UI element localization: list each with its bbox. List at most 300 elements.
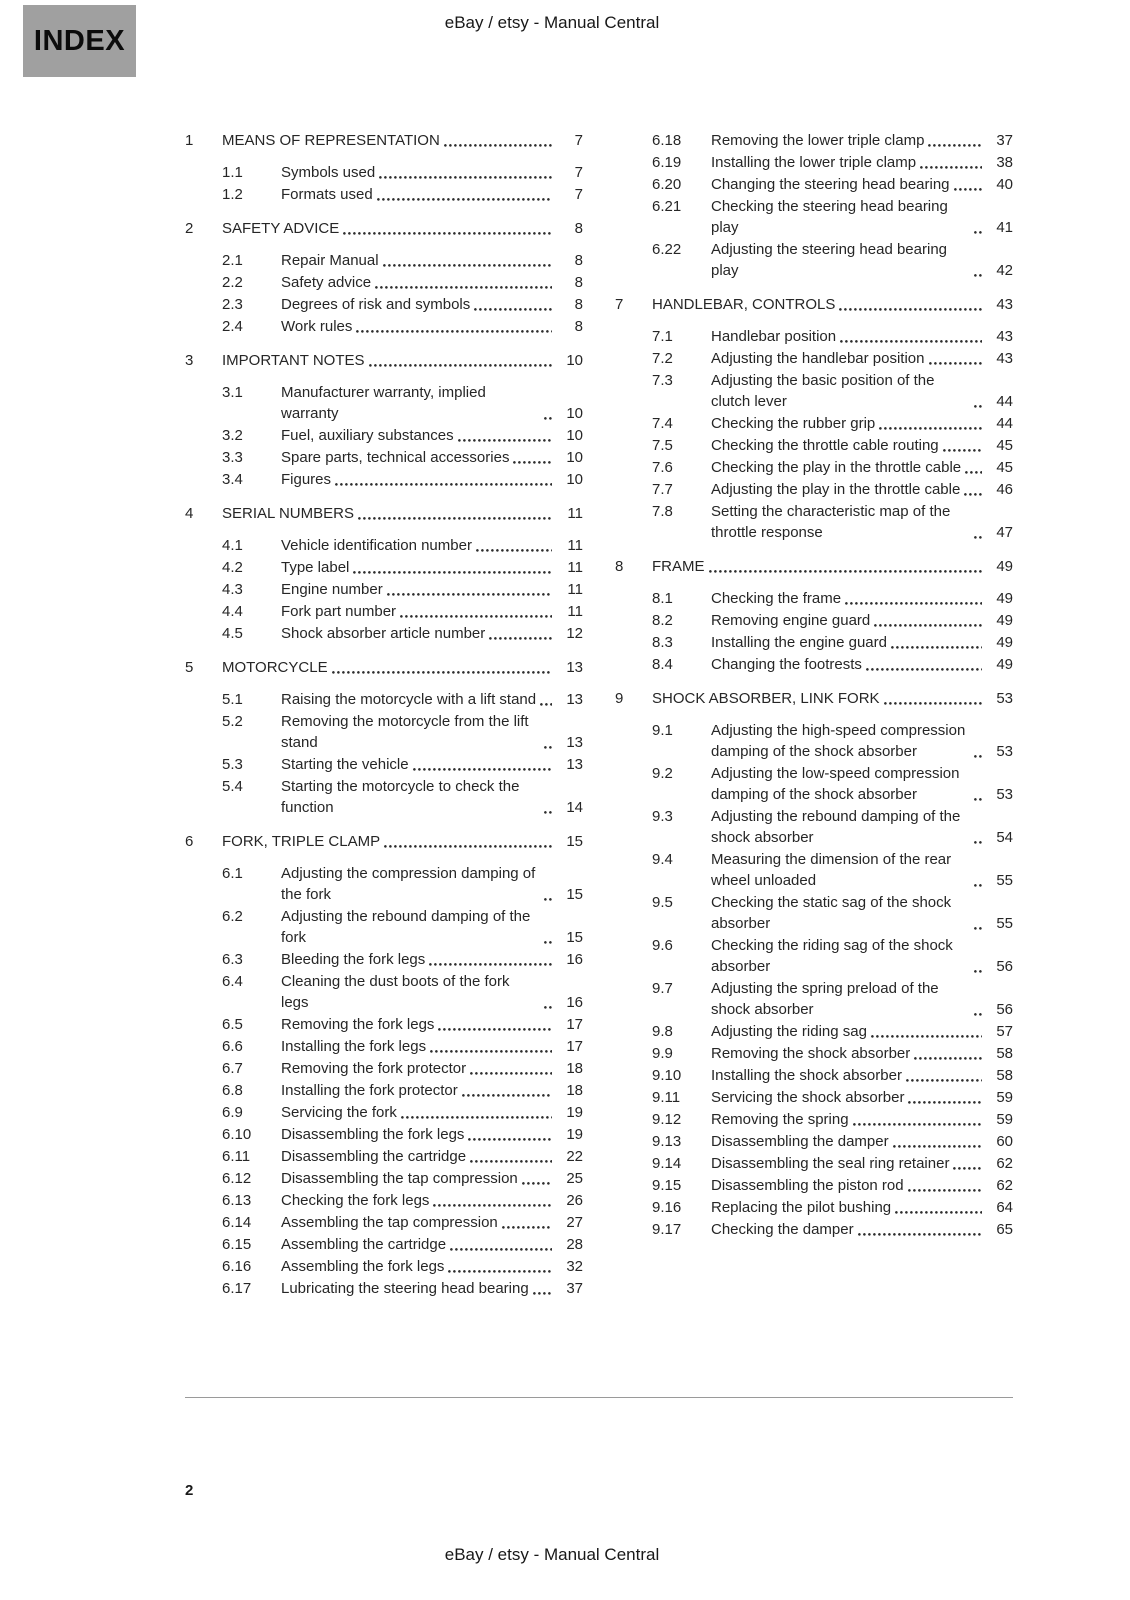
- toc-page-number: 28: [566, 1236, 583, 1253]
- toc-entry-title: Checking the static sag of the shock absorber: [711, 894, 952, 932]
- toc-page-number: 43: [996, 296, 1013, 313]
- toc-leader-dots: [871, 1035, 982, 1038]
- toc-leader-dots: [458, 439, 552, 442]
- toc-page-number: 8: [574, 252, 583, 269]
- toc-page-number: 43: [996, 350, 1013, 367]
- toc-entry-number: 6.20: [652, 176, 682, 193]
- toc-entry-title: Spare parts, technical accessories: [281, 449, 510, 466]
- toc-entry-title: Changing the footrests: [711, 656, 862, 673]
- toc-leader-dots: [974, 970, 982, 973]
- toc-leader-dots: [533, 1292, 552, 1295]
- toc-section-row: [185, 503, 583, 524]
- toc-page-number: 10: [566, 352, 583, 369]
- toc-page-number: 10: [566, 427, 583, 444]
- toc-entry-title: Adjusting the low-speed compression damping of the shock absorber: [711, 765, 960, 803]
- toc-entry-title: Removing the fork legs: [281, 1016, 435, 1033]
- toc-sub-row: [615, 413, 1013, 434]
- toc-leader-dots: [845, 602, 982, 605]
- toc-leader-dots: [920, 166, 982, 169]
- toc-leader-dots: [474, 308, 552, 311]
- toc-entry-title: Safety advice: [281, 274, 372, 291]
- toc-entry-number: 6.8: [222, 1082, 243, 1099]
- toc-sub-row: [185, 382, 583, 424]
- toc-leader-dots: [387, 593, 552, 596]
- toc-page-number: 37: [566, 1280, 583, 1297]
- toc-leader-dots: [413, 768, 552, 771]
- toc-entry-number: 9.5: [652, 894, 673, 911]
- toc-entry-title: Adjusting the steering head bearing play: [711, 241, 948, 279]
- toc-entry-number: 7.5: [652, 437, 673, 454]
- footer-title: eBay / etsy - Manual Central: [444, 1545, 660, 1564]
- toc-leader-dots: [470, 1160, 552, 1163]
- toc-sub-row: [185, 1234, 583, 1255]
- toc-leader-dots: [840, 340, 982, 343]
- toc-entry-title: FORK, TRIPLE CLAMP: [222, 833, 381, 850]
- toc-entry-title: Shock absorber article number: [281, 625, 486, 642]
- toc-sub-row: [615, 978, 1013, 1020]
- toc-sub-row: [615, 1153, 1013, 1174]
- toc-leader-dots: [383, 264, 552, 267]
- toc-entry-number: 9.2: [652, 765, 673, 782]
- toc-entry-number: 6.12: [222, 1170, 252, 1187]
- toc-entry-title: Adjusting the basic position of the clutch lever: [711, 372, 935, 410]
- toc-entry-title: Disassembling the cartridge: [281, 1148, 467, 1165]
- toc-leader-dots: [954, 188, 982, 191]
- toc-sub-row: [185, 447, 583, 468]
- toc-page-number: 17: [566, 1038, 583, 1055]
- toc-entry-title: Installing the lower triple clamp: [711, 154, 917, 171]
- toc-entry-title: Adjusting the compression damping of the fork: [281, 865, 536, 903]
- toc-sub-row: [185, 711, 583, 753]
- toc-entry-number: 6.11: [222, 1148, 251, 1165]
- toc-entry-number: 8.3: [652, 634, 673, 651]
- toc-page-number: 15: [566, 833, 583, 850]
- toc-entry-number: 6.17: [222, 1280, 252, 1297]
- toc-sub-row: [185, 162, 583, 183]
- toc-sub-row: [615, 196, 1013, 238]
- toc-sub-row: [185, 776, 583, 818]
- toc-page-number: 7: [574, 164, 583, 181]
- toc-leader-dots: [462, 1094, 552, 1097]
- toc-leader-dots: [974, 798, 982, 801]
- toc-page-number: 25: [566, 1170, 583, 1187]
- toc-leader-dots: [866, 668, 982, 671]
- toc-entry-title: MEANS OF REPRESENTATION: [222, 132, 440, 149]
- toc-leader-dots: [965, 471, 982, 474]
- table-of-contents: [185, 130, 1013, 1300]
- toc-entry-number: 4.3: [222, 581, 243, 598]
- toc-sub-row: [615, 632, 1013, 653]
- toc-leader-dots: [353, 571, 552, 574]
- toc-entry-title: Setting the characteristic map of the throttle response: [711, 503, 951, 541]
- toc-page-number: 15: [566, 929, 583, 946]
- toc-page-number: 45: [996, 459, 1013, 476]
- toc-page-number: 46: [996, 481, 1013, 498]
- toc-entry-title: HANDLEBAR, CONTROLS: [652, 296, 836, 313]
- toc-entry-number: 9.13: [652, 1133, 682, 1150]
- toc-leader-dots: [953, 1167, 982, 1170]
- toc-leader-dots: [544, 898, 552, 901]
- toc-page-number: 56: [996, 1001, 1013, 1018]
- toc-sub-row: [185, 1058, 583, 1079]
- toc-leader-dots: [448, 1270, 552, 1273]
- toc-leader-dots: [356, 330, 552, 333]
- toc-page-number: 10: [566, 449, 583, 466]
- toc-page-number: 59: [996, 1089, 1013, 1106]
- toc-sub-row: [615, 348, 1013, 369]
- toc-entry-title: Checking the throttle cable routing: [711, 437, 939, 454]
- toc-sub-row: [615, 152, 1013, 173]
- toc-entry-number: 5: [185, 659, 194, 676]
- toc-page-number: 58: [996, 1045, 1013, 1062]
- toc-leader-dots: [929, 362, 983, 365]
- toc-page-number: 62: [996, 1177, 1013, 1194]
- toc-page-number: 54: [996, 829, 1013, 846]
- toc-sub-row: [185, 184, 583, 205]
- toc-entry-number: 9.11: [652, 1089, 681, 1106]
- toc-entry-number: 8.2: [652, 612, 673, 629]
- toc-entry-title: SAFETY ADVICE: [222, 220, 340, 237]
- toc-entry-title: Checking the riding sag of the shock absorber: [711, 937, 953, 975]
- toc-sub-row: [185, 863, 583, 905]
- toc-leader-dots: [906, 1079, 982, 1082]
- toc-page-number: 57: [996, 1023, 1013, 1040]
- toc-page-number: 13: [566, 756, 583, 773]
- toc-leader-dots: [377, 198, 552, 201]
- toc-page-number: 7: [574, 186, 583, 203]
- toc-page-number: 55: [996, 872, 1013, 889]
- index-label: INDEX: [23, 5, 136, 77]
- toc-page-number: 11: [567, 559, 583, 576]
- toc-right-column: [615, 130, 1013, 1300]
- footer-divider: [185, 1397, 1013, 1398]
- toc-page-number: 8: [574, 296, 583, 313]
- toc-sub-row: [185, 1212, 583, 1233]
- toc-leader-dots: [974, 1013, 982, 1016]
- toc-entry-title: Removing engine guard: [711, 612, 871, 629]
- toc-sub-row: [615, 501, 1013, 543]
- toc-leader-dots: [544, 417, 552, 420]
- toc-leader-dots: [974, 841, 982, 844]
- toc-leader-dots: [438, 1028, 552, 1031]
- toc-entry-title: Checking the play in the throttle cable: [711, 459, 962, 476]
- toc-entry-number: 4.2: [222, 559, 243, 576]
- toc-page-number: 11: [567, 581, 583, 598]
- toc-sub-row: [185, 579, 583, 600]
- toc-page-number: 18: [566, 1082, 583, 1099]
- toc-sub-row: [185, 250, 583, 271]
- toc-page-number: 13: [566, 691, 583, 708]
- toc-entry-number: 9.12: [652, 1111, 682, 1128]
- toc-page-number: 27: [566, 1214, 583, 1231]
- toc-sub-row: [615, 588, 1013, 609]
- toc-sub-row: [615, 1175, 1013, 1196]
- toc-entry-number: 5.3: [222, 756, 243, 773]
- toc-sub-row: [185, 689, 583, 710]
- toc-sub-row: [615, 1065, 1013, 1086]
- toc-page-number: 53: [996, 786, 1013, 803]
- toc-entry-number: 7.7: [652, 481, 673, 498]
- toc-entry-title: Removing the spring: [711, 1111, 849, 1128]
- toc-sub-row: [615, 370, 1013, 412]
- toc-leader-dots: [874, 624, 982, 627]
- toc-entry-title: Servicing the fork: [281, 1104, 397, 1121]
- toc-entry-number: 6.3: [222, 951, 243, 968]
- toc-entry-title: Handlebar position: [711, 328, 837, 345]
- toc-entry-number: 3.2: [222, 427, 243, 444]
- toc-entry-title: Removing the motorcycle from the lift stand: [281, 713, 529, 751]
- toc-entry-number: 6: [185, 833, 194, 850]
- toc-leader-dots: [450, 1248, 552, 1251]
- toc-entry-number: 7: [615, 296, 624, 313]
- toc-leader-dots: [964, 493, 982, 496]
- toc-entry-number: 9.10: [652, 1067, 682, 1084]
- toc-page-number: 13: [566, 659, 583, 676]
- toc-sub-row: [185, 1278, 583, 1299]
- toc-entry-title: Checking the frame: [711, 590, 842, 607]
- toc-leader-dots: [513, 461, 552, 464]
- toc-entry-number: 6.9: [222, 1104, 243, 1121]
- toc-leader-dots: [343, 232, 552, 235]
- toc-page-number: 11: [567, 537, 583, 554]
- toc-leader-dots: [974, 536, 982, 539]
- toc-leader-dots: [928, 144, 982, 147]
- toc-entry-title: Removing the fork protector: [281, 1060, 467, 1077]
- toc-entry-number: 7.1: [652, 328, 673, 345]
- toc-leader-dots: [335, 483, 552, 486]
- toc-entry-number: 6.4: [222, 973, 243, 990]
- toc-sub-row: [615, 326, 1013, 347]
- toc-leader-dots: [433, 1204, 552, 1207]
- toc-entry-title: Cleaning the dust boots of the fork legs: [281, 973, 510, 1011]
- toc-leader-dots: [429, 963, 552, 966]
- toc-entry-title: Fuel, auxiliary substances: [281, 427, 454, 444]
- toc-entry-title: Adjusting the high-speed compression damping of the shock absorber: [711, 722, 966, 760]
- toc-entry-number: 7.2: [652, 350, 673, 367]
- toc-leader-dots: [468, 1138, 552, 1141]
- toc-leader-dots: [914, 1057, 982, 1060]
- toc-entry-number: 9.8: [652, 1023, 673, 1040]
- toc-page-number: 12: [566, 625, 583, 642]
- toc-sub-row: [185, 623, 583, 644]
- toc-leader-dots: [974, 927, 982, 930]
- toc-sub-row: [185, 754, 583, 775]
- toc-leader-dots: [544, 941, 552, 944]
- toc-page-number: 22: [566, 1148, 583, 1165]
- toc-leader-dots: [943, 449, 982, 452]
- toc-sub-row: [185, 971, 583, 1013]
- toc-entry-title: Fork part number: [281, 603, 397, 620]
- toc-entry-title: Adjusting the handlebar position: [711, 350, 925, 367]
- toc-sub-row: [615, 1021, 1013, 1042]
- toc-sub-row: [615, 720, 1013, 762]
- toc-entry-number: 9.14: [652, 1155, 682, 1172]
- toc-entry-number: 7.4: [652, 415, 673, 432]
- toc-entry-number: 2: [185, 220, 194, 237]
- toc-leader-dots: [540, 703, 552, 706]
- toc-entry-title: Checking the fork legs: [281, 1192, 430, 1209]
- toc-sub-row: [185, 1080, 583, 1101]
- toc-sub-row: [185, 1102, 583, 1123]
- toc-section-row: [185, 657, 583, 678]
- toc-leader-dots: [400, 615, 552, 618]
- toc-sub-row: [615, 1043, 1013, 1064]
- toc-entry-number: 9.9: [652, 1045, 673, 1062]
- toc-entry-title: Bleeding the fork legs: [281, 951, 426, 968]
- toc-entry-title: Adjusting the play in the throttle cable: [711, 481, 961, 498]
- toc-entry-title: Checking the damper: [711, 1221, 854, 1238]
- toc-leader-dots: [974, 231, 982, 234]
- toc-entry-number: 4.4: [222, 603, 243, 620]
- toc-leader-dots: [358, 517, 552, 520]
- toc-entry-title: Checking the steering head bearing play: [711, 198, 948, 236]
- toc-entry-number: 9: [615, 690, 624, 707]
- toc-page-number: 49: [996, 612, 1013, 629]
- toc-page-number: 10: [566, 471, 583, 488]
- toc-sub-row: [185, 1014, 583, 1035]
- toc-entry-title: Servicing the shock absorber: [711, 1089, 905, 1106]
- toc-sub-row: [615, 1131, 1013, 1152]
- toc-entry-number: 6.1: [222, 865, 243, 882]
- toc-entry-title: Raising the motorcycle with a lift stand: [281, 691, 537, 708]
- toc-entry-number: 9.3: [652, 808, 673, 825]
- toc-leader-dots: [853, 1123, 982, 1126]
- toc-entry-title: Assembling the cartridge: [281, 1236, 447, 1253]
- toc-sub-row: [615, 763, 1013, 805]
- toc-entry-number: 6.14: [222, 1214, 252, 1231]
- toc-sub-row: [185, 1124, 583, 1145]
- toc-entry-number: 4: [185, 505, 194, 522]
- toc-sub-row: [615, 654, 1013, 675]
- toc-section-row: [615, 294, 1013, 315]
- toc-entry-number: 2.2: [222, 274, 243, 291]
- toc-entry-title: Assembling the fork legs: [281, 1258, 445, 1275]
- toc-entry-number: 9.7: [652, 980, 673, 997]
- toc-page-number: 43: [996, 328, 1013, 345]
- toc-page-number: 32: [566, 1258, 583, 1275]
- toc-entry-number: 6.18: [652, 132, 682, 149]
- toc-sub-row: [615, 1109, 1013, 1130]
- toc-leader-dots: [858, 1233, 982, 1236]
- page-number: 2: [185, 1482, 194, 1499]
- toc-entry-title: Disassembling the damper: [711, 1133, 889, 1150]
- toc-sub-row: [185, 469, 583, 490]
- toc-entry-title: Installing the shock absorber: [711, 1067, 902, 1084]
- toc-entry-number: 6.16: [222, 1258, 252, 1275]
- toc-page-number: 49: [996, 634, 1013, 651]
- toc-entry-number: 6.15: [222, 1236, 252, 1253]
- toc-section-row: [615, 556, 1013, 577]
- toc-leader-dots: [974, 274, 982, 277]
- toc-leader-dots: [891, 646, 982, 649]
- toc-page-number: 13: [566, 734, 583, 751]
- toc-sub-row: [185, 535, 583, 556]
- toc-entry-number: 3.4: [222, 471, 243, 488]
- toc-sub-row: [615, 1087, 1013, 1108]
- toc-page-number: 19: [566, 1104, 583, 1121]
- toc-section-row: [185, 218, 583, 239]
- toc-sub-row: [185, 906, 583, 948]
- toc-entry-title: Lubricating the steering head bearing: [281, 1280, 529, 1297]
- toc-page-number: 45: [996, 437, 1013, 454]
- toc-sub-row: [185, 1036, 583, 1057]
- toc-entry-title: FRAME: [652, 558, 705, 575]
- toc-page-number: 38: [996, 154, 1013, 171]
- toc-sub-row: [185, 1146, 583, 1167]
- toc-leader-dots: [879, 427, 982, 430]
- toc-entry-number: 1.1: [222, 164, 243, 181]
- toc-section-row: [185, 350, 583, 371]
- toc-entry-title: MOTORCYCLE: [222, 659, 328, 676]
- toc-sub-row: [185, 294, 583, 315]
- toc-entry-title: IMPORTANT NOTES: [222, 352, 365, 369]
- toc-leader-dots: [502, 1226, 552, 1229]
- toc-page-number: 40: [996, 176, 1013, 193]
- toc-entry-title: Adjusting the rebound damping of the shock absorber: [711, 808, 961, 846]
- toc-leader-dots: [709, 570, 983, 573]
- toc-entry-number: 8.4: [652, 656, 673, 673]
- toc-page-number: 49: [996, 590, 1013, 607]
- toc-entry-number: 8: [615, 558, 624, 575]
- toc-leader-dots: [444, 144, 552, 147]
- toc-entry-title: Checking the rubber grip: [711, 415, 876, 432]
- toc-entry-number: 9.17: [652, 1221, 682, 1238]
- toc-leader-dots: [476, 549, 552, 552]
- toc-entry-title: Work rules: [281, 318, 353, 335]
- toc-sub-row: [185, 272, 583, 293]
- toc-page-number: 7: [574, 132, 583, 149]
- toc-entry-number: 7.6: [652, 459, 673, 476]
- toc-page-number: 53: [996, 743, 1013, 760]
- toc-page-number: 64: [996, 1199, 1013, 1216]
- toc-entry-title: Disassembling the fork legs: [281, 1126, 465, 1143]
- toc-sub-row: [615, 806, 1013, 848]
- toc-section-row: [185, 831, 583, 852]
- toc-page-number: 44: [996, 415, 1013, 432]
- toc-entry-title: Disassembling the seal ring retainer: [711, 1155, 950, 1172]
- toc-section-row: [615, 688, 1013, 709]
- toc-entry-title: Type label: [281, 559, 350, 576]
- toc-entry-title: Changing the steering head bearing: [711, 176, 950, 193]
- toc-page-number: 47: [996, 524, 1013, 541]
- toc-leader-dots: [379, 176, 552, 179]
- toc-leader-dots: [839, 308, 982, 311]
- toc-sub-row: [185, 601, 583, 622]
- toc-page-number: 8: [574, 274, 583, 291]
- toc-page-number: 42: [996, 262, 1013, 279]
- toc-leader-dots: [544, 746, 552, 749]
- toc-leader-dots: [544, 811, 552, 814]
- toc-page-number: 44: [996, 393, 1013, 410]
- toc-sub-row: [615, 130, 1013, 151]
- toc-entry-number: 2.4: [222, 318, 243, 335]
- toc-leader-dots: [908, 1189, 982, 1192]
- toc-entry-title: SHOCK ABSORBER, LINK FORK: [652, 690, 880, 707]
- toc-leader-dots: [430, 1050, 552, 1053]
- toc-sub-row: [615, 935, 1013, 977]
- toc-entry-number: 5.1: [222, 691, 243, 708]
- toc-entry-title: Replacing the pilot bushing: [711, 1199, 892, 1216]
- toc-entry-number: 9.16: [652, 1199, 682, 1216]
- toc-page-number: 16: [566, 951, 583, 968]
- toc-sub-row: [615, 174, 1013, 195]
- toc-entry-title: Removing the shock absorber: [711, 1045, 911, 1062]
- toc-entry-number: 6.2: [222, 908, 243, 925]
- toc-leader-dots: [974, 884, 982, 887]
- toc-sub-row: [615, 1197, 1013, 1218]
- toc-sub-row: [185, 1190, 583, 1211]
- toc-sub-row: [185, 425, 583, 446]
